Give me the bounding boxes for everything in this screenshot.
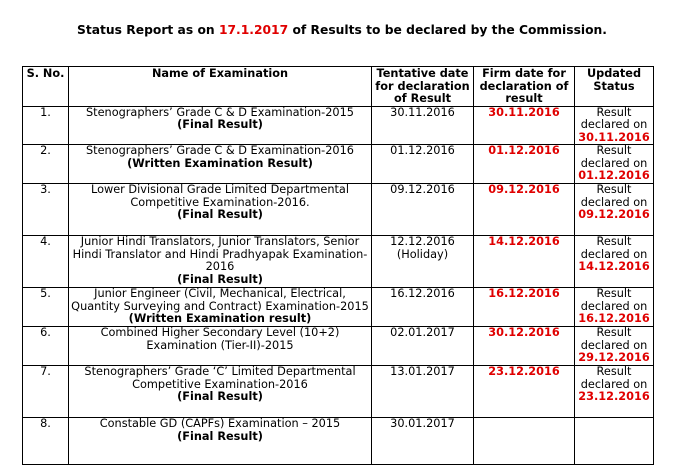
exam-name: Stenographers’ Grade ‘C’ Limited Departmental Competitive Examination-2016 — [84, 365, 356, 391]
row-firm-date: 30.11.2016 — [474, 106, 575, 145]
row-sno: 6. — [23, 327, 69, 366]
status-date: 09.12.2016 — [578, 208, 650, 221]
row-tentative: 16.12.2016 — [372, 288, 474, 327]
row-status — [575, 236, 654, 288]
table-row — [23, 288, 654, 327]
row-exam — [69, 366, 372, 418]
row-tentative — [372, 236, 474, 288]
row-tentative: 09.12.2016 — [372, 184, 474, 236]
status-date: 30.11.2016 — [578, 130, 650, 144]
row-exam — [69, 106, 372, 145]
row-status — [575, 184, 654, 236]
table-row — [23, 236, 654, 288]
row-status — [575, 327, 654, 366]
row-firm-date: 09.12.2016 — [474, 184, 575, 236]
status-text: Result declared on — [580, 183, 648, 209]
exam-name: Stenographers’ Grade C & D Examination-2016 — [86, 144, 354, 157]
title-suffix: of Results to be declared by the Commission. — [288, 23, 607, 37]
row-firm-date: 14.12.2016 — [474, 236, 575, 288]
row-tentative: 30.11.2016 — [372, 106, 474, 145]
result-type: (Final Result) — [177, 272, 263, 286]
row-tentative: 30.01.2017 — [372, 418, 474, 465]
row-sno: 2. — [23, 145, 69, 184]
row-firm-date: 01.12.2016 — [474, 145, 575, 184]
row-exam — [69, 418, 372, 465]
status-text: Result declared on — [580, 365, 648, 391]
status-date: 23.12.2016 — [578, 390, 650, 403]
header-sno: S. No. — [23, 67, 69, 107]
row-firm-date — [474, 418, 575, 465]
row-exam — [69, 236, 372, 288]
row-exam — [69, 145, 372, 184]
result-type: (Final Result) — [177, 429, 263, 443]
status-text: Result declared on — [580, 106, 648, 131]
table-row — [23, 145, 654, 184]
status-text: Result declared on — [580, 326, 648, 352]
exam-name: Junior Engineer (Civil, Mechanical, Electrical, Quantity Surveying and Contract) Examination-2015 — [71, 287, 369, 313]
row-sno: 7. — [23, 366, 69, 418]
status-text: Result declared on — [580, 235, 648, 261]
table-row — [23, 418, 654, 465]
status-table — [22, 66, 654, 465]
row-firm-date: 23.12.2016 — [474, 366, 575, 418]
row-sno: 3. — [23, 184, 69, 236]
row-tentative: 13.01.2017 — [372, 366, 474, 418]
row-sno: 4. — [23, 236, 69, 288]
exam-name: Lower Divisional Grade Limited Departmental Competitive Examination-2016. — [90, 183, 349, 209]
row-status — [575, 418, 654, 465]
exam-name: Junior Hindi Translators, Junior Translators, Senior Hindi Translator and Hindi Pradhyapak Examination-2016 — [72, 235, 368, 273]
status-date: 14.12.2016 — [578, 260, 650, 273]
title-prefix: Status Report as on — [77, 23, 219, 37]
tentative-date: 12.12.2016 — [390, 235, 455, 248]
row-status — [575, 366, 654, 418]
row-firm-date: 16.12.2016 — [474, 288, 575, 327]
result-type: (Final Result) — [177, 208, 263, 221]
title-date: 17.1.2017 — [218, 23, 289, 37]
row-status — [575, 106, 654, 145]
status-text: Result declared on — [580, 287, 648, 313]
exam-name: Stenographers’ Grade C & D Examination-2015 — [86, 106, 354, 119]
row-status — [575, 145, 654, 184]
result-type: (Written Examination result) — [128, 312, 312, 325]
row-exam — [69, 288, 372, 327]
table-row — [23, 106, 654, 145]
row-sno: 5. — [23, 288, 69, 327]
report-title — [0, 23, 684, 37]
row-sno: 8. — [23, 418, 69, 465]
row-sno: 1. — [23, 106, 69, 145]
table-row — [23, 366, 654, 418]
exam-name: Constable GD (CAPFs) Examination – 2015 — [99, 417, 341, 430]
result-type: (Written Examination Result) — [127, 156, 313, 170]
row-status — [575, 288, 654, 327]
table-row — [23, 184, 654, 236]
header-row — [23, 67, 654, 107]
row-exam — [69, 184, 372, 236]
status-text: Result declared on — [580, 144, 648, 170]
row-exam — [69, 327, 372, 366]
result-type: (Final Result) — [177, 390, 263, 403]
row-tentative: 01.12.2016 — [372, 145, 474, 184]
header-tentative: Tentative date for declaration of Result — [372, 67, 474, 107]
status-date: 29.12.2016 — [578, 351, 650, 364]
row-firm-date: 30.12.2016 — [474, 327, 575, 366]
table-row — [23, 327, 654, 366]
result-type: (Final Result) — [177, 118, 263, 131]
row-tentative: 02.01.2017 — [372, 327, 474, 366]
header-status: Updated Status — [575, 67, 654, 107]
exam-name: Combined Higher Secondary Level (10+2) Examination (Tier-II)-2015 — [100, 326, 340, 352]
tentative-note: (Holiday) — [396, 247, 449, 261]
header-firm: Firm date for declaration of result — [474, 67, 575, 107]
status-date: 01.12.2016 — [578, 169, 650, 182]
status-date: 16.12.2016 — [578, 312, 650, 325]
header-name: Name of Examination — [69, 67, 372, 107]
